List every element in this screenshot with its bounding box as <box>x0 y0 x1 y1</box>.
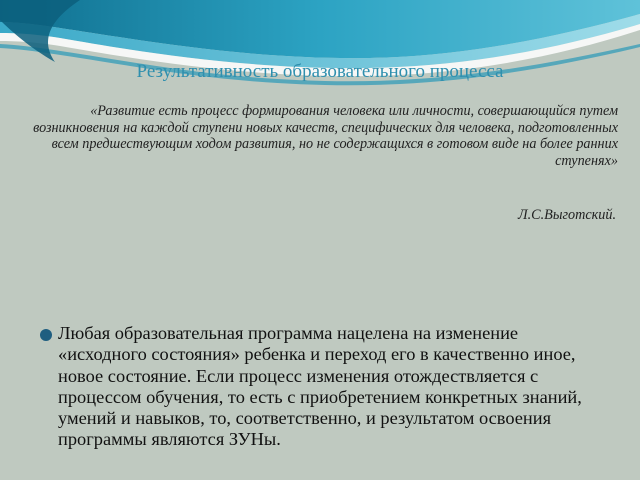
epigraph-quote: «Развитие есть процесс формирования человека или личности, совершающийся путем возникновения на каждой ступени новых качеств, специфических для человека, подготовленных всем предшествующим ходом развития, но не содержащихся в готовом виде на более ранних ступенях» <box>33 103 618 169</box>
quote-author: Л.С.Выготский. <box>518 207 616 223</box>
bullet-icon <box>40 329 52 341</box>
bullet-paragraph: Любая образовательная программа нацелена на изменение «исходного состояния» ребенка и переход его в качественно иное, новое состояние. Если процесс изменения отождествляется с процессом обучения, то есть с приобретением конкретных знаний, умений и навыков, то, соответственно, и результатом освоения программы являются ЗУНы. <box>58 323 582 450</box>
wave-decoration <box>0 0 640 110</box>
slide-title: Результативность образовательного процесса <box>136 61 504 82</box>
